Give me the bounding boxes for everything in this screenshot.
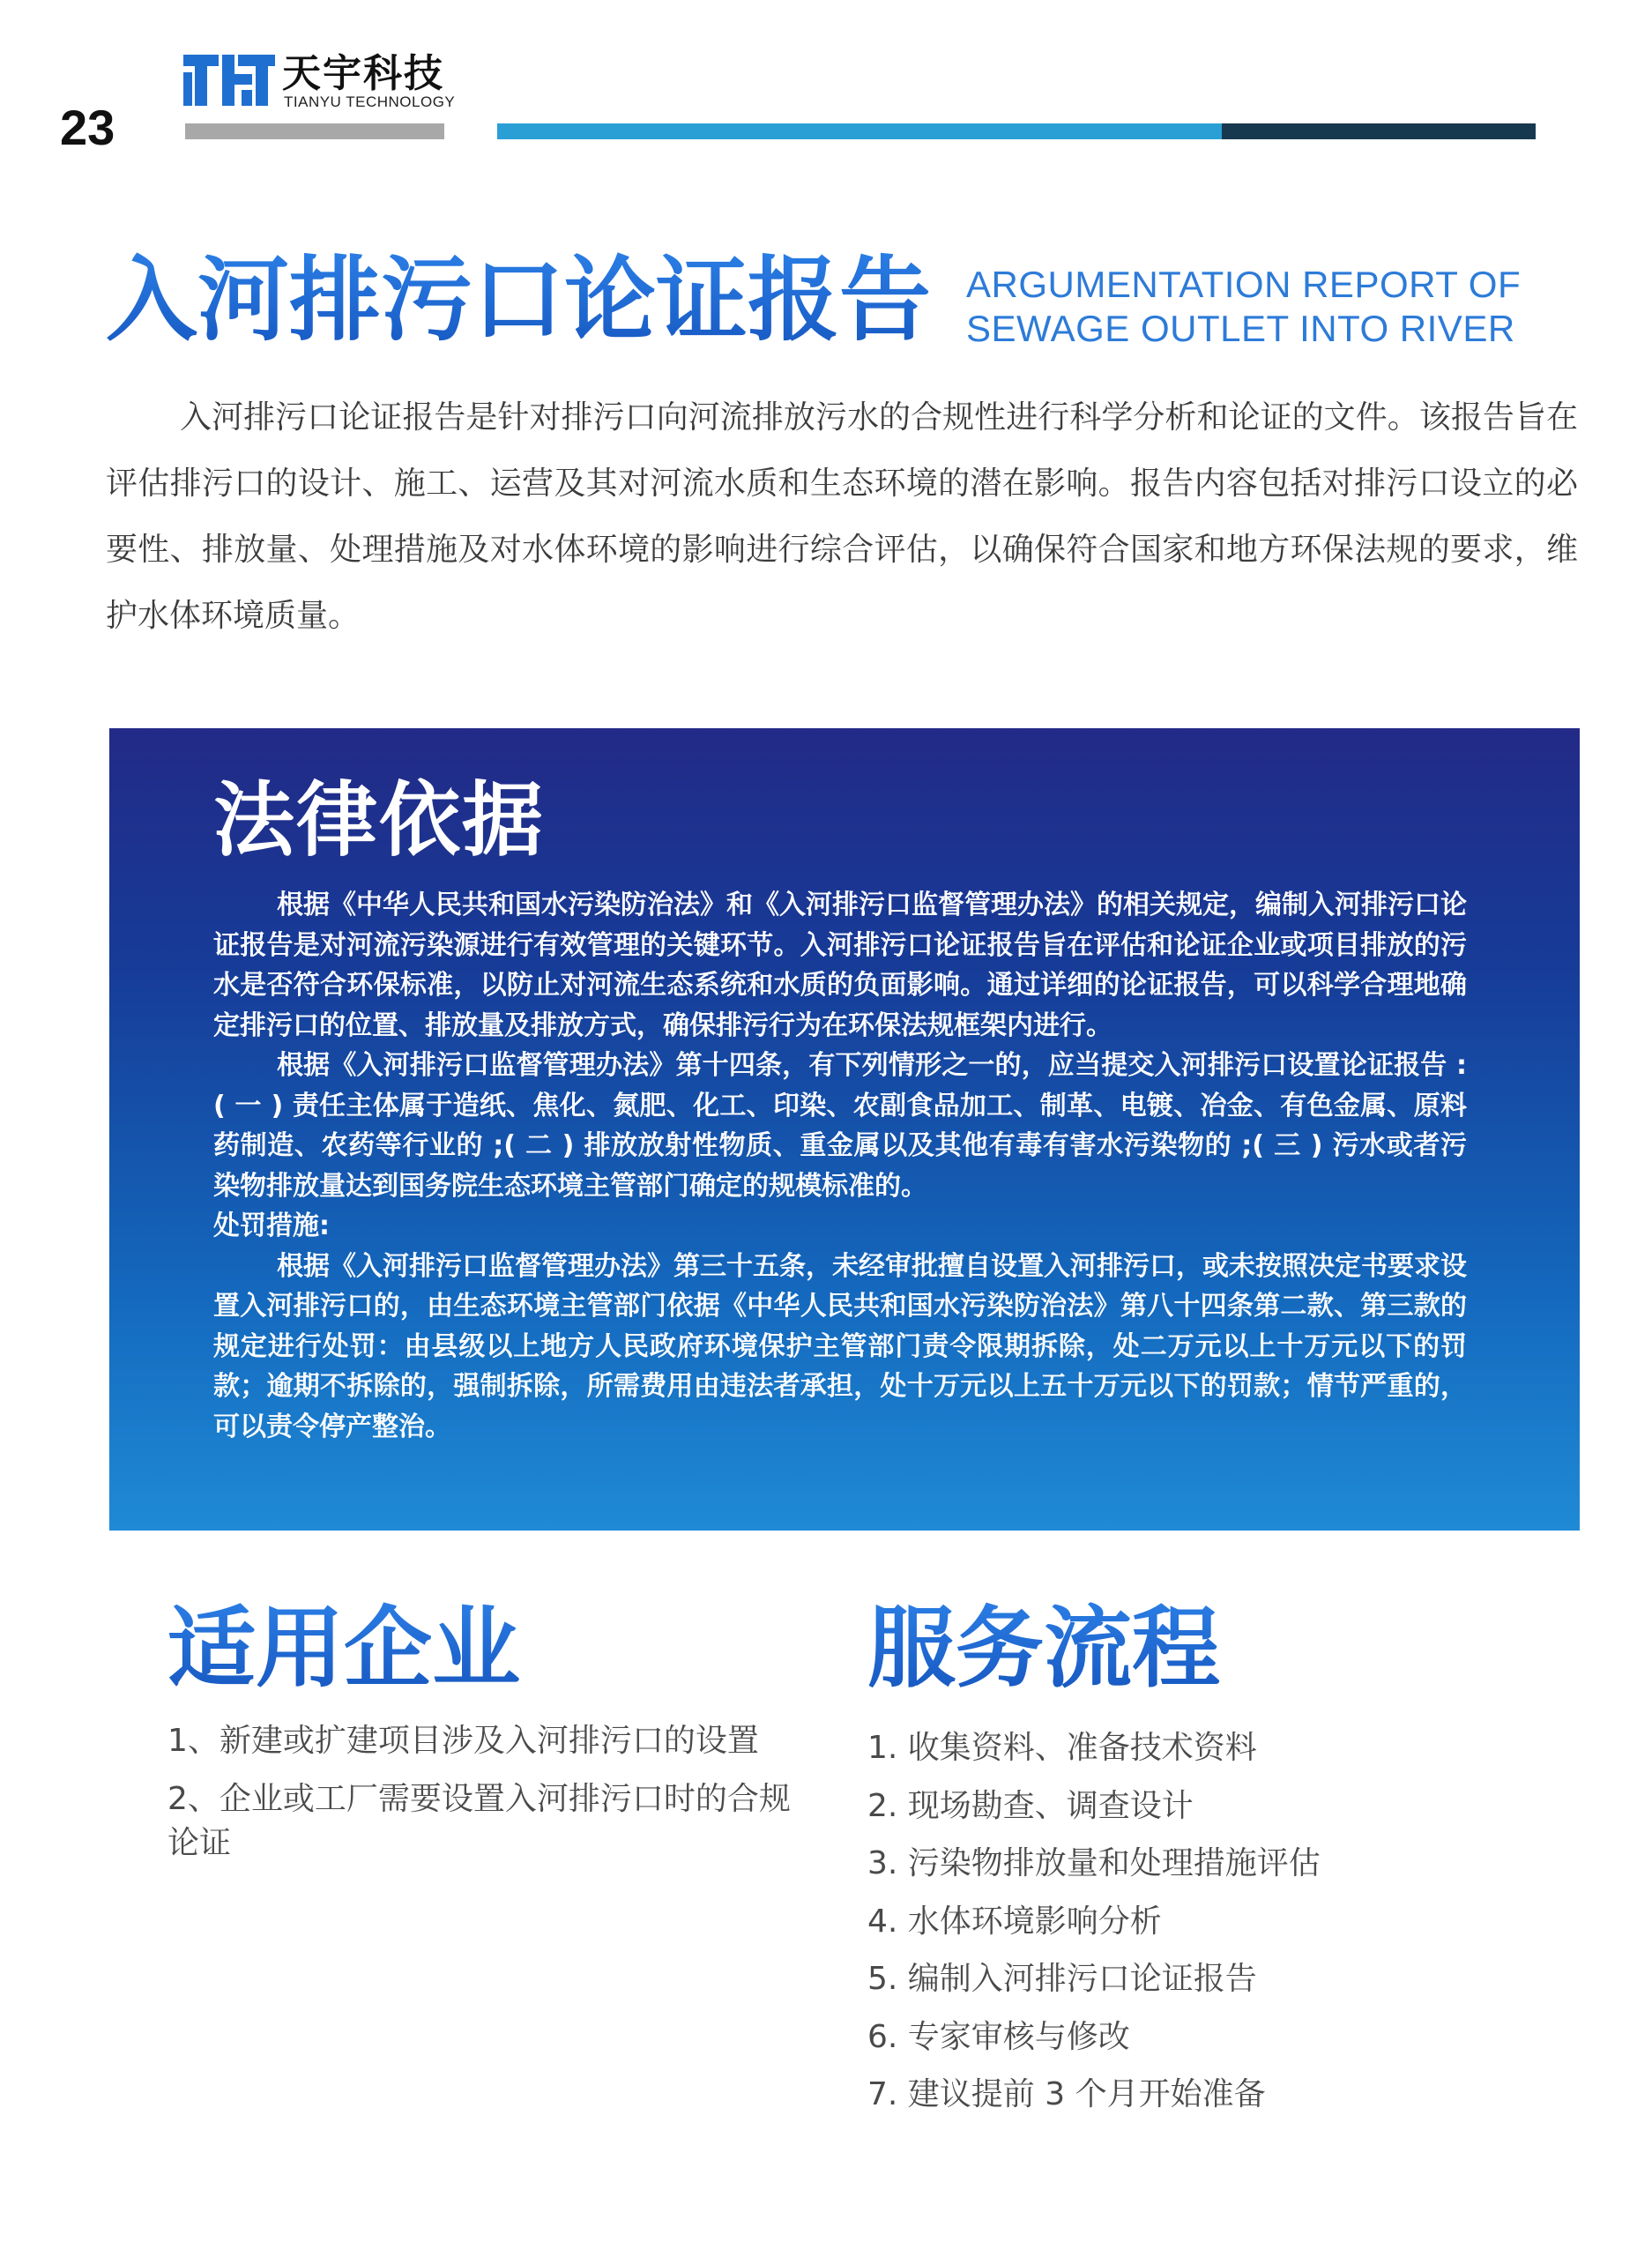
header-rule-dark xyxy=(1222,123,1536,139)
company-logo xyxy=(183,51,474,113)
legal-paragraph-1: 根据《中华人民共和国水污染防治法》和《入河排污口监督管理办法》的相关规定，编制入河排污口论证报告是对河流污染源进行有效管理的关键环节。入河排污口论证报告旨在评估和论证企业或项目排放的污水是否符合环保标准，以防止对河流生态系统和水质的负面影响。通过详细的论证报告，可以科学合理地确定排污口的位置、排放量及排放方式，确保排污行为在环保法规框架内进行。 xyxy=(213,890,1467,1041)
title-en-line2: SEWAGE OUTLET INTO RIVER xyxy=(966,308,1515,349)
legal-basis-body xyxy=(213,885,1467,1447)
intro-paragraph: 入河排污口论证报告是针对排污口向河流排放污水的合规性进行科学分析和论证的文件。该报告旨在评估排污口的设计、施工、运营及其对河流水质和生态环境的潜在影响。报告内容包括对排污口设立的必要性、排放量、处理措施及对水体环境的影响进行综合评估，以确保符合国家和地方环保法规的要求，维护水体环境质量。 xyxy=(106,399,1578,634)
page-title-en xyxy=(966,263,1521,351)
service-process-title: 服务流程 xyxy=(867,1597,1220,1700)
legal-paragraph-2: 根据《入河排污口监督管理办法》第十四条，有下列情形之一的，应当提交入河排污口设置论证报告 :( 一 ) 责任主体属于造纸、焦化、氮肥、化工、印染、农副食品加工、制革、电镀、冶金、有色金属、原料药制造、农药等行业的 ;( 二 ) 排放放射性物质、重金属以及其他有毒有害水污染物的 ;( 三 ) 污水或者污染物排放量达到国务院生态环境主管部门确定的规模标准的。 xyxy=(213,1050,1467,1202)
list-item: 5. 编制入河排污口论证报告 xyxy=(867,1961,1257,1997)
logo-mark-icon xyxy=(183,55,275,106)
title-en-line1: ARGUMENTATION REPORT OF xyxy=(966,264,1522,305)
legal-paragraph-3: 根据《入河排污口监督管理办法》第三十五条，未经审批擅自设置入河排污口，或未按照决定书要求设置入河排污口的，由生态环境主管部门依据《中华人民共和国水污染防治法》第八十四条第二款、第三款的规定进行处罚：由县级以上地方人民政府环境保护主管部门责令限期拆除，处二万元以上十万元以下的罚款；逾期不拆除的，强制拆除，所需费用由违法者承担，处十万元以上五十万元以下的罚款；情节严重的，可以责令停产整治。 xyxy=(213,1250,1467,1442)
penalty-label: 处罚措施: xyxy=(213,1210,330,1241)
applicable-enterprises-title: 适用企业 xyxy=(167,1597,520,1700)
list-item: 6. 专家审核与修改 xyxy=(867,2018,1130,2055)
logo-text-en: TIANYU TECHNOLOGY xyxy=(284,93,456,110)
list-item: 2、企业或工厂需要设置入河排污口时的合规论证 xyxy=(167,1781,791,1861)
legal-basis-panel xyxy=(109,728,1580,1531)
list-item: 7. 建议提前 3 个月开始准备 xyxy=(867,2076,1266,2112)
header-rule-gray xyxy=(185,123,444,139)
list-item: 1. 收集资料、准备技术资料 xyxy=(867,1730,1257,1766)
list-item: 3. 污染物排放量和处理措施评估 xyxy=(867,1845,1321,1881)
applicable-enterprises-list xyxy=(167,1719,802,1880)
logo-text-cn: 天宇科技 xyxy=(282,51,444,96)
service-process-list xyxy=(867,1719,1590,2124)
list-item: 2. 现场勘查、调查设计 xyxy=(867,1787,1194,1824)
header-rule-blue xyxy=(497,123,1222,139)
list-item: 1、新建或扩建项目涉及入河排污口的设置 xyxy=(167,1723,759,1759)
legal-basis-title: 法律依据 xyxy=(213,773,546,868)
list-item: 4. 水体环境影响分析 xyxy=(867,1903,1162,1940)
page-title: 入河排污口论证报告 xyxy=(106,246,932,354)
page-number: 23 xyxy=(60,100,115,155)
